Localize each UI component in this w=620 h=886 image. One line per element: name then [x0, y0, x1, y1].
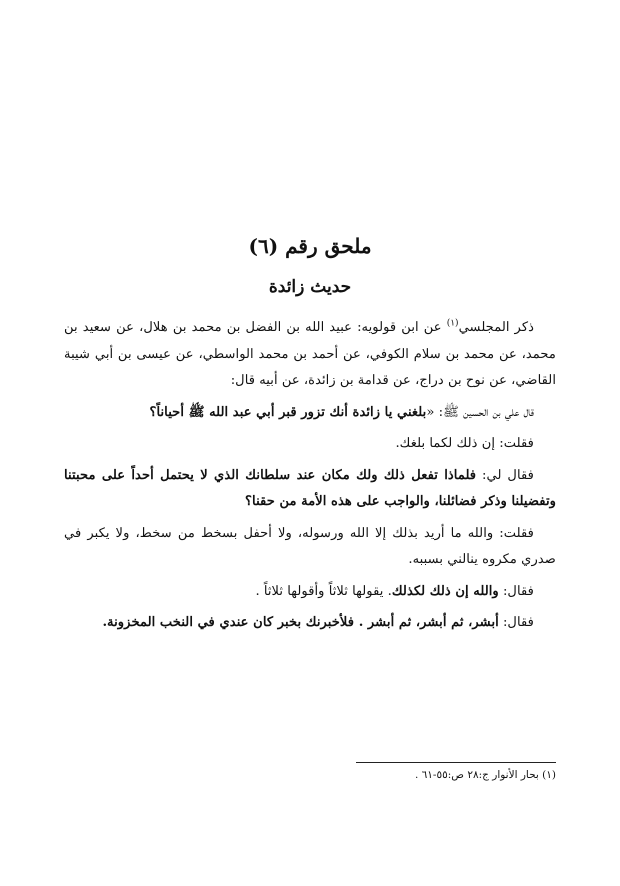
paragraph-text: . يقولها ثلاثاً وأقولها ثلاثاً . — [255, 583, 392, 599]
page-title: ملحق رقم (٦) — [248, 234, 372, 258]
paragraph-5 — [64, 521, 556, 574]
paragraph-text: عن ابن قولويه: عبيد الله بن الفضل بن محمد بن هلال، عن سعيد بن محمد، عن محمد بن سلام الكوفي، عن أحمد بن محمد الواسطي، عن عيسى بن أبي شيبة القاضي، عن نوح بن دراج، عن قدامة بن زائدة، عن أبيه قال: — [64, 320, 556, 388]
paragraph-3 — [64, 431, 556, 458]
paragraph-text: ذكر المجلسي — [458, 320, 534, 335]
body-text — [64, 315, 556, 637]
paragraph-text: فقلت: إن ذلك لكما بلغك. — [395, 436, 534, 451]
paragraph-text: قال علي بن الحسين ﷺ: « — [426, 404, 534, 420]
paragraph-1 — [64, 315, 556, 395]
footnote-divider — [356, 762, 556, 763]
quote-text: والله إن ذلك لكذلك — [391, 583, 499, 599]
footnote-marker: (١) — [446, 318, 459, 329]
quote-text: أبشر، ثم أبشر، ثم أبشر . فلأخبرنك بخبر كان عندي في النخب المخزونة. — [102, 615, 499, 630]
quote-text: فلماذا تفعل ذلك ولك مكان عند سلطانك الذي لا يحتمل أحداً على محبتنا وتفضيلنا وذكر فضائلنا، والواجب على هذه الأمة من حقنا؟ — [64, 467, 556, 509]
paragraph-text: فقال: — [498, 615, 534, 630]
paragraph-text: فقال لي: — [476, 467, 534, 483]
paragraph-4 — [64, 463, 556, 516]
paragraph-7 — [64, 610, 556, 637]
paragraph-6 — [64, 579, 556, 606]
footnote: (١) بحار الأنوار ج:٢٨ ص:٥٥-٦١ . — [414, 769, 556, 781]
page-subtitle: حديث زائدة — [268, 277, 352, 297]
quote-text: بلغني يا زائدة أنك تزور قبر أبي عبد الله ﷺ أحياناً؟ — [149, 404, 427, 420]
paragraph-2 — [64, 400, 556, 427]
paragraph-text: فقلت: والله ما أريد بذلك إلا الله ورسوله، ولا أحفل بسخط من سخط، ولا يكبر في صدري مكروه ينالني بسببه. — [64, 525, 556, 567]
paragraph-text: فقال: — [498, 583, 534, 599]
